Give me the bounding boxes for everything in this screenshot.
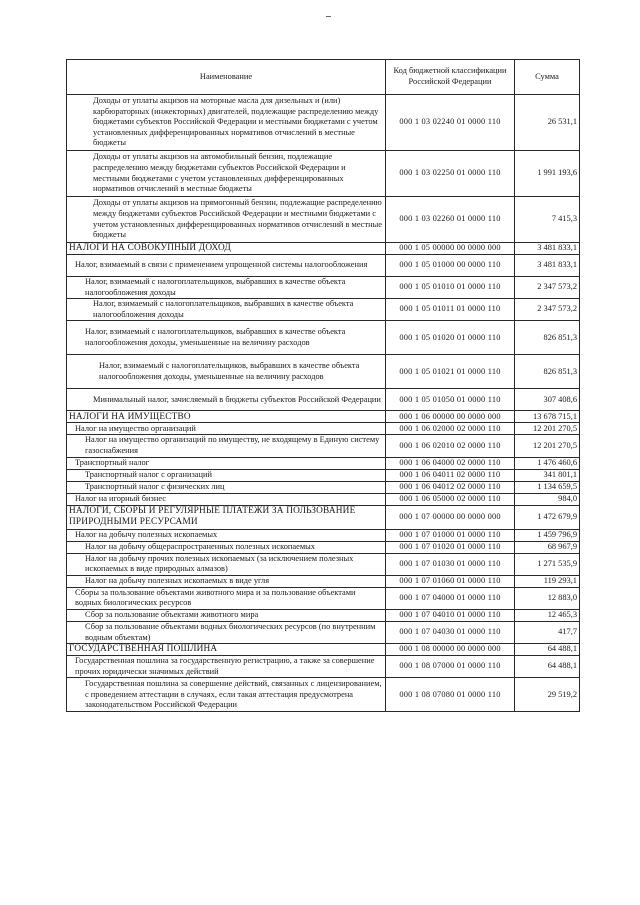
row-sum: 64 488,1 [515, 644, 580, 656]
row-sum: 417,7 [515, 621, 580, 643]
row-sum: 984,0 [515, 493, 580, 505]
table-row [67, 151, 580, 197]
row-name: Транспортный налог с организаций [67, 469, 386, 481]
table-row [67, 423, 580, 435]
table-row [67, 255, 580, 277]
row-name: Налог, взимаемый с налогоплательщиков, выбравших в качестве объекта налогообложения доходы, уменьшенные на величину расходов [67, 355, 386, 389]
row-code: 000 1 05 01050 01 0000 110 [386, 389, 515, 411]
table-row [67, 243, 580, 255]
table-row [67, 493, 580, 505]
table-row [67, 389, 580, 411]
row-name: Налог на добычу полезных ископаемых в виде угля [67, 575, 386, 587]
row-name: Налог на добычу прочих полезных ископаемых (за исключением полезных ископаемых в виде природных алмазов) [67, 553, 386, 575]
table-header-row [67, 60, 580, 95]
row-name: Доходы от уплаты акцизов на прямогонный бензин, подлежащие распределению между бюджетами субъектов Российской Федерации и местными бюджетами с учетом установленных дифференцированных нормативов отчислений в местные бюджеты [67, 197, 386, 243]
row-name: Государственная пошлина за совершение действий, связанных с лицензированием, с проведением аттестации в случаях, если такая аттестация предусмотрена законодательством Российской Федерации [67, 678, 386, 712]
header-sum: Сумма [515, 60, 580, 95]
table-row [67, 197, 580, 243]
row-code: 000 1 06 02000 02 0000 110 [386, 423, 515, 435]
row-code: 000 1 07 01000 01 0000 110 [386, 529, 515, 541]
row-code: 000 1 07 04030 01 0000 110 [386, 621, 515, 643]
row-sum: 1 476 460,6 [515, 457, 580, 469]
row-name: Сборы за пользование объектами животного мира и за пользование объектами водных биологических ресурсов [67, 587, 386, 609]
row-code: 000 1 05 00000 00 0000 000 [386, 243, 515, 255]
row-code: 000 1 08 00000 00 0000 000 [386, 644, 515, 656]
row-name: Налог, взимаемый в связи с применением упрощенной системы налогообложения [67, 255, 386, 277]
row-code: 000 1 07 04010 01 0000 110 [386, 609, 515, 621]
row-sum: 68 967,9 [515, 541, 580, 553]
row-code: 000 1 03 02260 01 0000 110 [386, 197, 515, 243]
table-row [67, 505, 580, 529]
row-code: 000 1 05 01020 01 0000 110 [386, 321, 515, 355]
row-sum: 7 415,3 [515, 197, 580, 243]
table-row [67, 457, 580, 469]
row-sum: 2 347 573,2 [515, 299, 580, 321]
row-sum: 119 293,1 [515, 575, 580, 587]
row-code: 000 1 08 07000 01 0000 110 [386, 656, 515, 678]
row-sum: 2 347 573,2 [515, 277, 580, 299]
row-name: Налог, взимаемый с налогоплательщиков, выбравших в качестве объекта налогообложения доходы, уменьшенные на величину расходов [67, 321, 386, 355]
row-code: 000 1 03 02250 01 0000 110 [386, 151, 515, 197]
row-name: Налог на игорный бизнес [67, 493, 386, 505]
row-sum: 341 801,1 [515, 469, 580, 481]
table-row [67, 587, 580, 609]
budget-revenue-table [66, 59, 580, 712]
row-name: Сбор за пользование объектами водных биологических ресурсов (по внутренним водным объектам) [67, 621, 386, 643]
table-row [67, 355, 580, 389]
row-name: Транспортный налог с физических лиц [67, 481, 386, 493]
table-row [67, 321, 580, 355]
row-sum: 29 519,2 [515, 678, 580, 712]
row-name: НАЛОГИ НА СОВОКУПНЫЙ ДОХОД [67, 243, 386, 255]
row-code: 000 1 06 04000 02 0000 110 [386, 457, 515, 469]
row-sum: 1 472 679,9 [515, 505, 580, 529]
row-code: 000 1 05 01010 01 0000 110 [386, 277, 515, 299]
row-code: 000 1 06 00000 00 0000 000 [386, 411, 515, 423]
row-code: 000 1 03 02240 01 0000 110 [386, 95, 515, 151]
row-code: 000 1 07 01060 01 0000 110 [386, 575, 515, 587]
row-name: Налог на имущество организаций по имуществу, не входящему в Единую систему газоснабжения [67, 435, 386, 457]
row-name: Транспортный налог [67, 457, 386, 469]
row-code: 000 1 07 01030 01 0000 110 [386, 553, 515, 575]
table-row [67, 435, 580, 457]
table-row [67, 277, 580, 299]
row-name: Доходы от уплаты акцизов на автомобильный бензин, подлежащие распределению между бюджетами субъектов Российской Федерации и местными бюджетами с учетом установленных дифференцированных нормативов отчислений в местные бюджеты [67, 151, 386, 197]
table-row [67, 678, 580, 712]
table-row [67, 529, 580, 541]
table-row [67, 656, 580, 678]
row-sum: 826 851,3 [515, 355, 580, 389]
row-sum: 1 271 535,9 [515, 553, 580, 575]
table-row [67, 609, 580, 621]
row-name: Государственная пошлина за государственную регистрацию, а также за совершение прочих юридически значимых действий [67, 656, 386, 678]
row-code: 000 1 05 01021 01 0000 110 [386, 355, 515, 389]
row-sum: 12 201 270,5 [515, 423, 580, 435]
row-name: Налог на имущество организаций [67, 423, 386, 435]
row-name: НАЛОГИ НА ИМУЩЕСТВО [67, 411, 386, 423]
table-row [67, 575, 580, 587]
header-name: Наименование [67, 60, 386, 95]
table-row [67, 411, 580, 423]
row-sum: 3 481 833,1 [515, 243, 580, 255]
row-code: 000 1 08 07080 01 0000 110 [386, 678, 515, 712]
row-code: 000 1 05 01011 01 0000 110 [386, 299, 515, 321]
row-name: НАЛОГИ, СБОРЫ И РЕГУЛЯРНЫЕ ПЛАТЕЖИ ЗА ПОЛЬЗОВАНИЕ ПРИРОДНЫМИ РЕСУРСАМИ [67, 505, 386, 529]
row-name: Минимальный налог, зачисляемый в бюджеты субъектов Российской Федерации [67, 389, 386, 411]
row-sum: 826 851,3 [515, 321, 580, 355]
row-sum: 1 134 659,5 [515, 481, 580, 493]
row-name: Доходы от уплаты акцизов на моторные масла для дизельных и (или) карбюраторных (инжекторных) двигателей, подлежащие распределению между бюджетами субъектов Российской Федерации и местными бюджетами с учетом установленных дифференцированных нормативов отчислений в местные бюджеты [67, 95, 386, 151]
row-sum: 307 408,6 [515, 389, 580, 411]
row-code: 000 1 06 02010 02 0000 110 [386, 435, 515, 457]
row-sum: 1 991 193,6 [515, 151, 580, 197]
row-name: Налог, взимаемый с налогоплательщиков, выбравших в качестве объекта налогообложения доходы [67, 299, 386, 321]
row-code: 000 1 06 04012 02 0000 110 [386, 481, 515, 493]
row-code: 000 1 05 01000 00 0000 110 [386, 255, 515, 277]
row-sum: 26 531,1 [515, 95, 580, 151]
row-sum: 13 678 715,1 [515, 411, 580, 423]
row-name: Налог на добычу полезных ископаемых [67, 529, 386, 541]
row-sum: 1 459 796,9 [515, 529, 580, 541]
row-sum: 12 465,3 [515, 609, 580, 621]
row-code: 000 1 06 05000 02 0000 110 [386, 493, 515, 505]
table-row [67, 621, 580, 643]
row-code: 000 1 07 00000 00 0000 000 [386, 505, 515, 529]
table-row [67, 481, 580, 493]
row-code: 000 1 07 01020 01 0000 110 [386, 541, 515, 553]
row-code: 000 1 07 04000 01 0000 110 [386, 587, 515, 609]
table-row [67, 95, 580, 151]
table-row [67, 299, 580, 321]
row-sum: 64 488,1 [515, 656, 580, 678]
row-sum: 3 481 833,1 [515, 255, 580, 277]
row-name: Сбор за пользование объектами животного мира [67, 609, 386, 621]
table-row [67, 644, 580, 656]
page-mark [326, 16, 331, 17]
table-body [67, 95, 580, 712]
row-name: Налог, взимаемый с налогоплательщиков, выбравших в качестве объекта налогообложения доходы [67, 277, 386, 299]
table-row [67, 553, 580, 575]
row-name: Налог на добычу общераспространенных полезных ископаемых [67, 541, 386, 553]
row-sum: 12 883,0 [515, 587, 580, 609]
row-sum: 12 201 270,5 [515, 435, 580, 457]
header-code: Код бюджетной классификации Российской Федерации [386, 60, 515, 95]
table-row [67, 541, 580, 553]
table-row [67, 469, 580, 481]
row-code: 000 1 06 04011 02 0000 110 [386, 469, 515, 481]
row-name: ГОСУДАРСТВЕННАЯ ПОШЛИНА [67, 644, 386, 656]
